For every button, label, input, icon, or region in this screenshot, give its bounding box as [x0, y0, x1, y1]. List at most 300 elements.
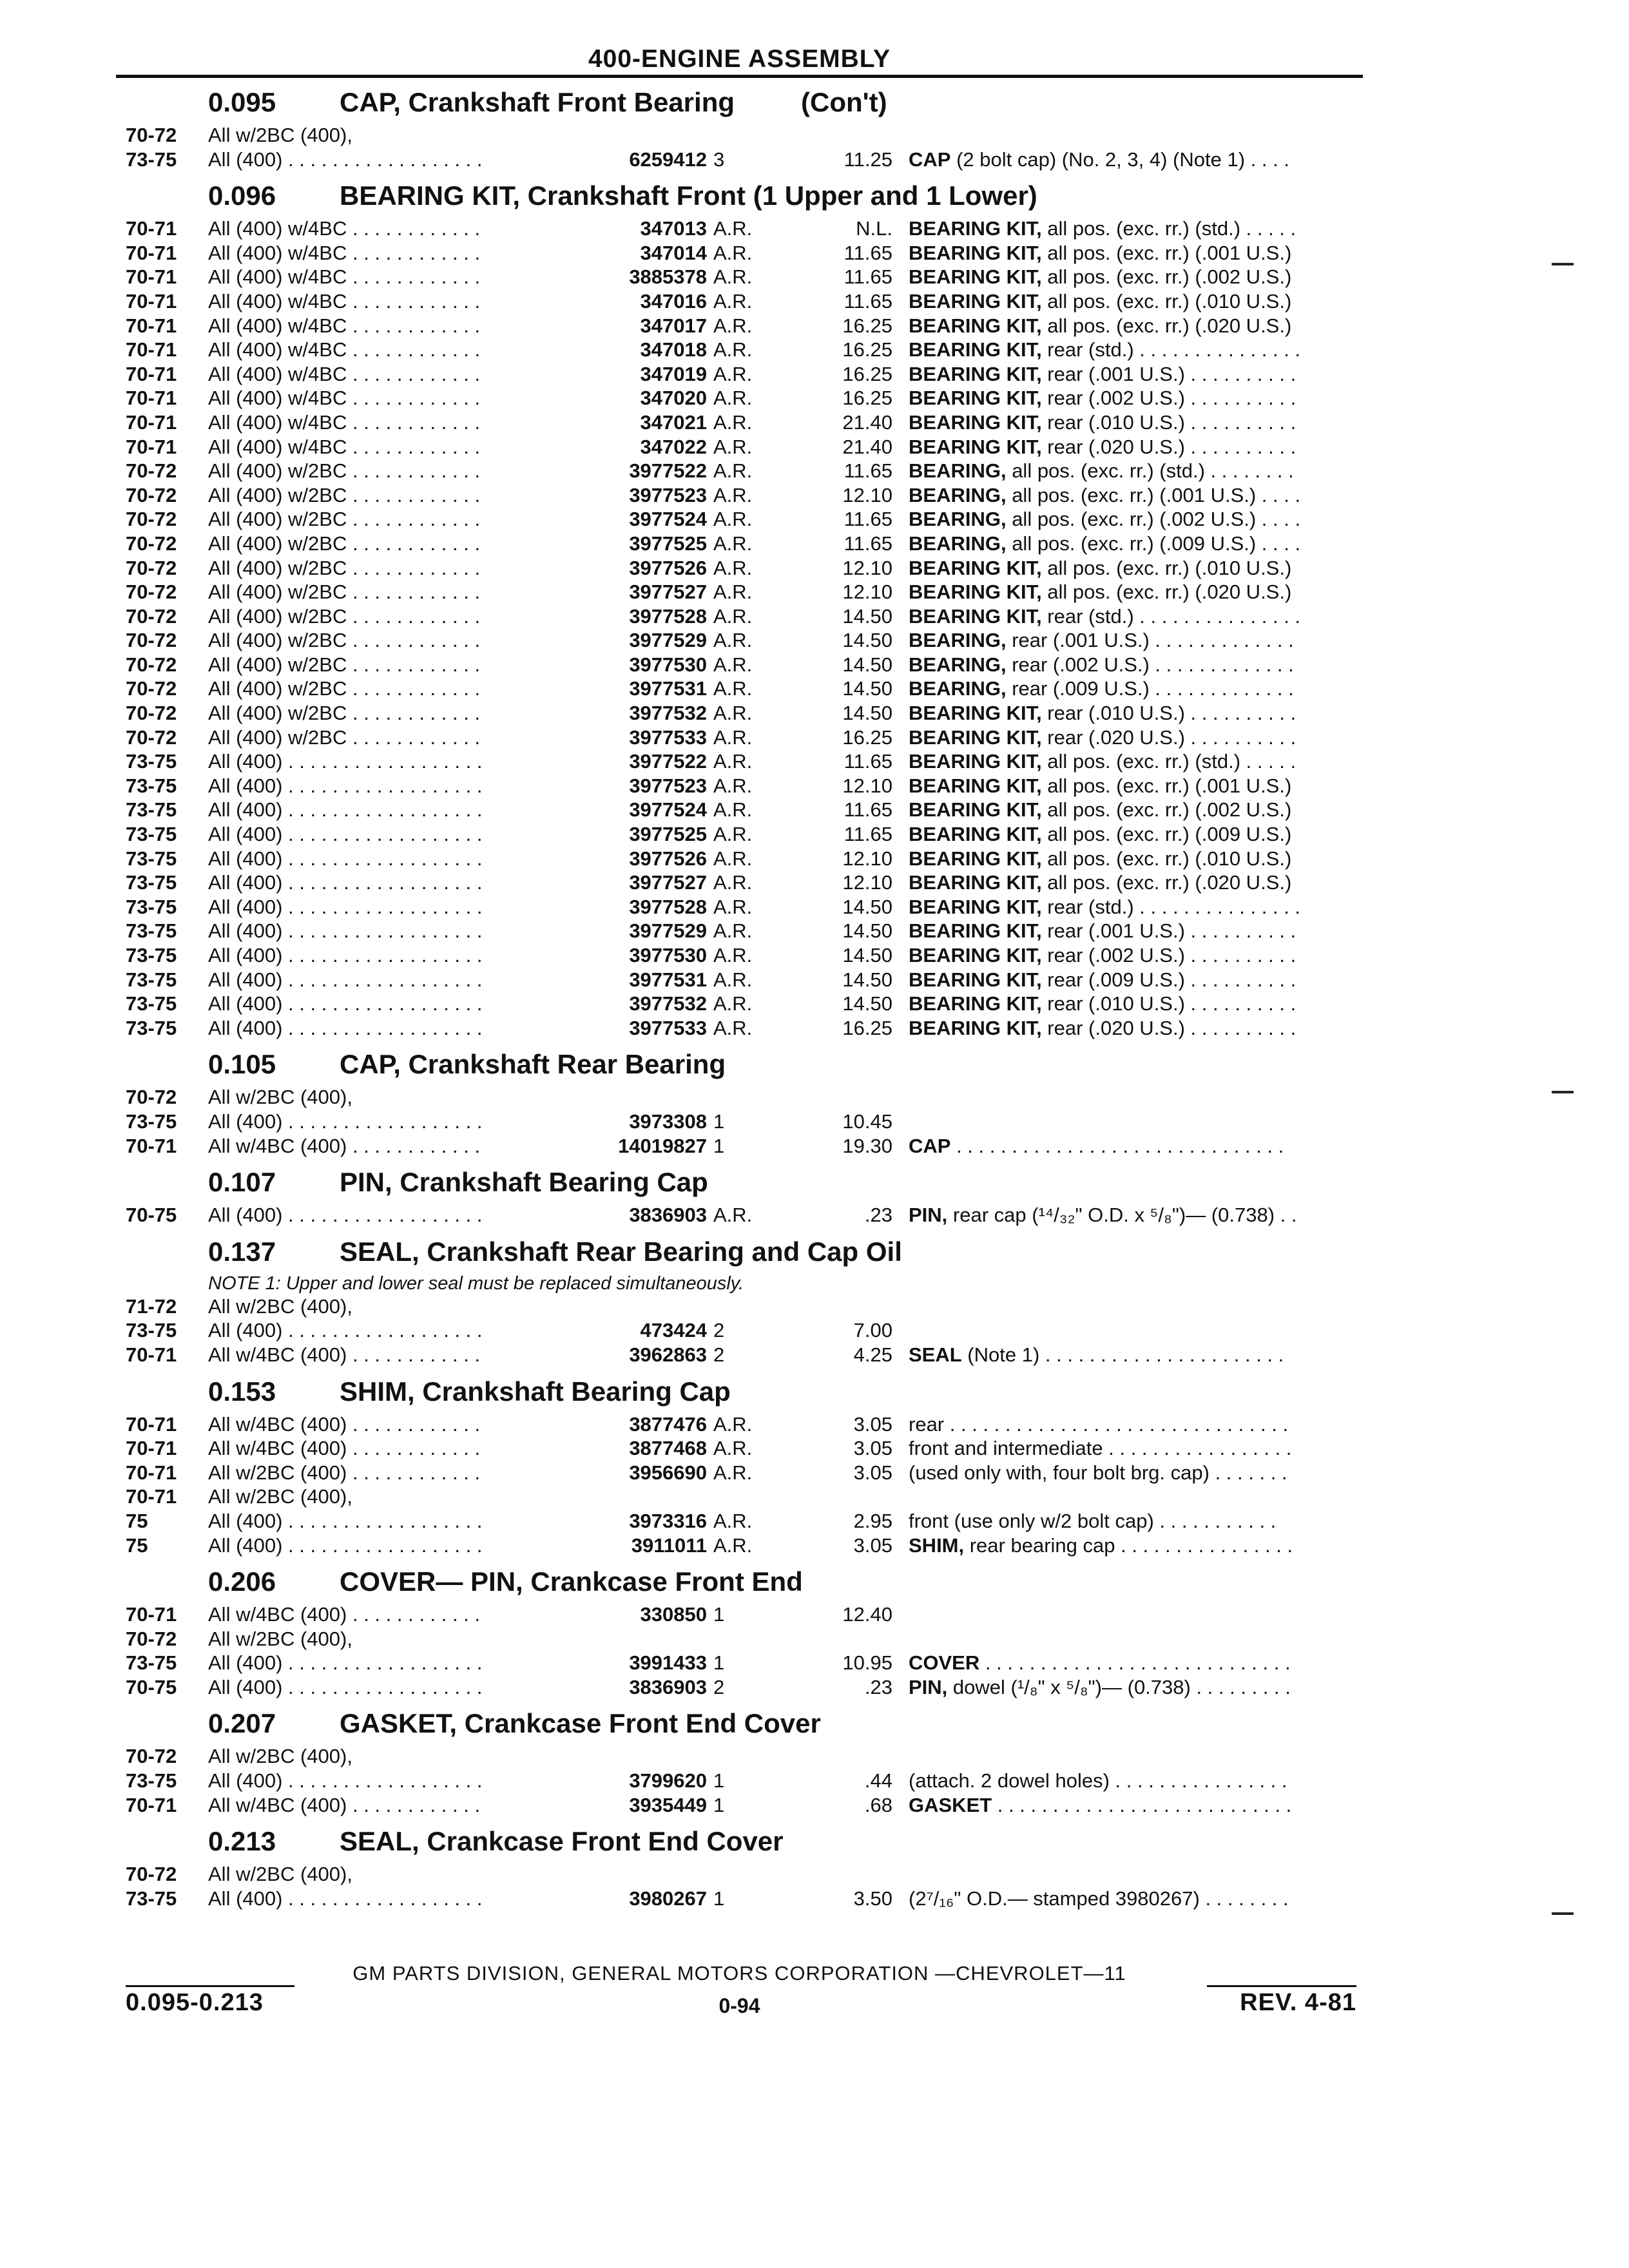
application: All (400) w/4BC . . . . . . . . . . . .: [208, 338, 481, 361]
part-number: 347018: [640, 338, 707, 361]
description: [909, 314, 1363, 338]
model-years: 73-75: [126, 798, 177, 822]
part-number: 3956690: [629, 1461, 707, 1484]
description: [909, 919, 1363, 943]
price: 11.65: [843, 289, 892, 312]
part-number: 3977528: [629, 604, 707, 628]
price: 3.05: [853, 1412, 892, 1436]
model-years: 70-71: [126, 1793, 177, 1816]
description-keyword: BEARING,: [909, 508, 1007, 531]
parts-row: [116, 123, 1363, 148]
quantity: A.R.: [713, 362, 753, 385]
parts-row: [116, 507, 1363, 532]
model-years: 70-72: [126, 1745, 177, 1768]
application: All w/2BC (400),: [208, 1863, 352, 1886]
section-title: SEAL, Crankcase Front End Cover: [340, 1826, 784, 1857]
description-text: all pos. (exc. rr.) (.002 U.S.): [1041, 798, 1292, 822]
model-years: 70-71: [126, 1485, 177, 1508]
description-keyword: BEARING KIT,: [909, 702, 1042, 725]
parts-row: [116, 338, 1363, 362]
price: 16.25: [842, 338, 892, 361]
description: [909, 435, 1363, 459]
part-number: 3962863: [629, 1343, 707, 1366]
quantity: A.R.: [713, 847, 753, 870]
price: 3.05: [853, 1533, 892, 1557]
parts-row: [116, 1436, 1363, 1461]
description: [909, 604, 1363, 629]
quantity: A.R.: [713, 581, 753, 604]
price: 14.50: [842, 653, 892, 676]
description-keyword: BEARING KIT,: [909, 774, 1042, 797]
part-number: 3885378: [629, 265, 707, 289]
description-text: rear . . . . . . . . . . . . . . . . . . . . . . . . . . . . . . .: [909, 1412, 1289, 1436]
quantity: A.R.: [713, 265, 753, 289]
model-years: 70-71: [126, 362, 177, 385]
price: .68: [864, 1793, 892, 1816]
section-title: CAP, Crankshaft Front Bearing: [340, 87, 735, 117]
application: All (400) w/2BC . . . . . . . . . . . .: [208, 556, 481, 579]
description-keyword: BEARING,: [909, 459, 1007, 483]
model-years: 73-75: [126, 1769, 177, 1792]
description: [909, 847, 1363, 871]
description-text: (used only with, four bolt brg. cap) . . . . . . .: [909, 1461, 1287, 1484]
price: .23: [864, 1675, 892, 1698]
quantity: 1: [713, 1793, 725, 1816]
application: All (400) . . . . . . . . . . . . . . . . . .: [208, 774, 483, 797]
model-years: 70-71: [126, 1437, 177, 1460]
description-text: rear (.009 U.S.) . . . . . . . . . . . . .: [1006, 677, 1294, 700]
model-years: 70-71: [126, 1412, 177, 1436]
part-number: 3977527: [629, 871, 707, 894]
parts-row: [116, 1509, 1363, 1533]
part-number: 3977531: [629, 677, 707, 700]
price: 11.65: [843, 508, 892, 531]
part-number: 3973308: [629, 1110, 707, 1133]
price: 16.25: [842, 726, 892, 749]
footer-page-number: 0-94: [718, 1994, 760, 2017]
description: [909, 1343, 1363, 1367]
description: [909, 241, 1363, 265]
section-title: SHIM, Crankshaft Bearing Cap: [340, 1376, 731, 1407]
model-years: 70-71: [126, 265, 177, 289]
price: 11.65: [843, 459, 892, 483]
application: All w/2BC (400),: [208, 1745, 352, 1768]
parts-row: [116, 556, 1363, 581]
description-keyword: BEARING KIT,: [909, 241, 1042, 264]
quantity: A.R.: [713, 1204, 753, 1227]
description-keyword: BEARING KIT,: [909, 556, 1042, 579]
part-number: 3935449: [629, 1793, 707, 1816]
parts-row: [116, 798, 1363, 822]
application: All (400) . . . . . . . . . . . . . . . . . .: [208, 992, 483, 1015]
section-number: 0.137: [208, 1236, 276, 1267]
model-years: 70-72: [126, 1863, 177, 1886]
quantity: A.R.: [713, 1437, 753, 1460]
part-number: 347020: [640, 387, 707, 410]
model-years: 73-75: [126, 774, 177, 797]
application: All (400) . . . . . . . . . . . . . . . . . .: [208, 895, 483, 918]
parts-row: [116, 726, 1363, 750]
model-years: 70-72: [126, 604, 177, 628]
description-text: all pos. (exc. rr.) (.001 U.S.) . . . .: [1006, 483, 1301, 506]
quantity: A.R.: [713, 217, 753, 240]
model-years: 70-75: [126, 1204, 177, 1227]
section-title: SEAL, Crankshaft Rear Bearing and Cap Oil: [340, 1236, 902, 1267]
part-number: 3877476: [629, 1412, 707, 1436]
description: [909, 1769, 1363, 1793]
description: [909, 1651, 1363, 1675]
quantity: 1: [713, 1603, 725, 1626]
description-text: rear (.001 U.S.) . . . . . . . . . . . . .: [1006, 629, 1294, 652]
application: All (400) . . . . . . . . . . . . . . . . . .: [208, 750, 483, 773]
price: 3.05: [853, 1437, 892, 1460]
application: All (400) . . . . . . . . . . . . . . . . . .: [208, 1675, 483, 1698]
part-number: 3973316: [629, 1509, 707, 1532]
part-number: 3977530: [629, 653, 707, 676]
quantity: A.R.: [713, 750, 753, 773]
section-heading: [116, 1367, 1363, 1412]
description-text: rear (.020 U.S.) . . . . . . . . . .: [1041, 1016, 1296, 1039]
section-title: GASKET, Crankcase Front End Cover: [340, 1708, 821, 1739]
description: [909, 1533, 1363, 1558]
quantity: A.R.: [713, 604, 753, 628]
model-years: 70-72: [126, 532, 177, 555]
description-text: rear (.002 U.S.) . . . . . . . . . .: [1041, 387, 1296, 410]
parts-row: [116, 410, 1363, 435]
application: All (400) . . . . . . . . . . . . . . . . . .: [208, 1319, 483, 1342]
quantity: A.R.: [713, 677, 753, 700]
section-heading: [116, 1040, 1363, 1085]
price: 11.65: [843, 798, 892, 822]
application: All (400) w/2BC . . . . . . . . . . . .: [208, 581, 481, 604]
price: 14.50: [842, 919, 892, 943]
description-text: rear (std.) . . . . . . . . . . . . . . .: [1041, 895, 1301, 918]
description-text: all pos. (exc. rr.) (.002 U.S.) . . . .: [1006, 508, 1301, 531]
price: 3.50: [853, 1887, 892, 1910]
parts-row: [116, 362, 1363, 387]
parts-row: [116, 241, 1363, 265]
quantity: 1: [713, 1110, 725, 1133]
description: [909, 386, 1363, 410]
part-number: 3977526: [629, 556, 707, 579]
description-text: . . . . . . . . . . . . . . . . . . . . . . . . . . .: [992, 1793, 1292, 1816]
description-text: rear (.010 U.S.) . . . . . . . . . .: [1041, 702, 1296, 725]
description-keyword: BEARING,: [909, 629, 1007, 652]
application: All w/2BC (400),: [208, 124, 352, 146]
application: All (400) w/2BC . . . . . . . . . . . .: [208, 508, 481, 531]
price: 14.50: [842, 629, 892, 652]
model-years: 73-75: [126, 1651, 177, 1675]
description-text: front (use only w/2 bolt cap) . . . . . . . . . . .: [909, 1509, 1277, 1532]
parts-row: [116, 1744, 1363, 1769]
application: All (400) . . . . . . . . . . . . . . . . . .: [208, 1110, 483, 1133]
price: 12.40: [842, 1603, 892, 1626]
price: .44: [864, 1769, 892, 1792]
section-continued-label: (Con't): [801, 87, 887, 117]
model-years: 70-72: [126, 508, 177, 531]
description: [909, 895, 1363, 919]
model-years: 70-71: [126, 241, 177, 264]
description: [909, 822, 1363, 847]
quantity: A.R.: [713, 241, 753, 264]
model-years: 73-75: [126, 992, 177, 1015]
description-text: rear (.020 U.S.) . . . . . . . . . .: [1041, 726, 1296, 749]
price: 11.65: [843, 750, 892, 773]
description: [909, 1436, 1363, 1461]
application: All (400) w/4BC . . . . . . . . . . . .: [208, 362, 481, 385]
application: All w/4BC (400) . . . . . . . . . . . .: [208, 1343, 481, 1366]
price: 16.25: [842, 1016, 892, 1039]
description-text: rear (.002 U.S.) . . . . . . . . . . . . .: [1006, 653, 1294, 676]
application: All (400) w/2BC . . . . . . . . . . . .: [208, 702, 481, 725]
quantity: 1: [713, 1769, 725, 1792]
description-text: rear (.001 U.S.) . . . . . . . . . .: [1041, 362, 1296, 385]
quantity: A.R.: [713, 629, 753, 652]
margin-tick-mark: [1552, 263, 1574, 265]
model-years: 73-75: [126, 1319, 177, 1342]
description-keyword: BEARING KIT,: [909, 217, 1042, 240]
description: [909, 628, 1363, 653]
parts-row: [116, 1887, 1363, 1911]
quantity: A.R.: [713, 798, 753, 822]
part-number: 3836903: [629, 1675, 707, 1698]
application: All w/4BC (400) . . . . . . . . . . . .: [208, 1437, 481, 1460]
description-keyword: SEAL: [909, 1343, 962, 1366]
price: N.L.: [856, 217, 892, 240]
description-text: all pos. (exc. rr.) (.020 U.S.): [1041, 581, 1292, 604]
description: [909, 1675, 1363, 1700]
description: [909, 1509, 1363, 1533]
section-number: 0.153: [208, 1376, 276, 1407]
parts-row: [116, 1485, 1363, 1509]
description-text: all pos. (exc. rr.) (.020 U.S.): [1041, 314, 1292, 337]
part-number: 3977528: [629, 895, 707, 918]
price: 14.50: [842, 604, 892, 628]
application: All (400) . . . . . . . . . . . . . . . . . .: [208, 1509, 483, 1532]
parts-row: [116, 847, 1363, 871]
description-keyword: PIN,: [909, 1204, 948, 1227]
description: [909, 148, 1363, 172]
description-keyword: BEARING,: [909, 532, 1007, 555]
application: All (400) w/4BC . . . . . . . . . . . .: [208, 289, 481, 312]
part-number: 3977533: [629, 1016, 707, 1039]
description: [909, 338, 1363, 362]
description: [909, 1793, 1363, 1818]
part-number: 3977525: [629, 532, 707, 555]
parts-row: [116, 1110, 1363, 1134]
price: 12.10: [842, 581, 892, 604]
price: 16.25: [842, 362, 892, 385]
parts-row: [116, 1016, 1363, 1041]
quantity: 1: [713, 1134, 725, 1157]
parts-row: [116, 1675, 1363, 1700]
description-keyword: BEARING KIT,: [909, 362, 1042, 385]
description-keyword: BEARING KIT,: [909, 847, 1042, 870]
margin-tick-mark: [1552, 1091, 1574, 1093]
model-years: 70-71: [126, 314, 177, 337]
quantity: A.R.: [713, 508, 753, 531]
price: 21.40: [842, 410, 892, 434]
parts-row: [116, 1769, 1363, 1793]
parts-row: [116, 459, 1363, 483]
description-text: rear (.010 U.S.) . . . . . . . . . .: [1041, 410, 1296, 434]
model-years: 70-71: [126, 1134, 177, 1157]
footer-revision: REV. 4-81: [1240, 1989, 1356, 2016]
quantity: A.R.: [713, 556, 753, 579]
model-years: 70-75: [126, 1675, 177, 1698]
description-keyword: CAP: [909, 1134, 951, 1157]
application: All (400) . . . . . . . . . . . . . . . . . .: [208, 919, 483, 943]
section-heading: [116, 171, 1363, 216]
quantity: A.R.: [713, 289, 753, 312]
section-heading: [116, 1557, 1363, 1602]
part-number: 3991433: [629, 1651, 707, 1675]
quantity: A.R.: [713, 944, 753, 966]
footer-rule-left: [126, 1985, 294, 1987]
parts-catalog-page: [116, 45, 1363, 1910]
price: 12.10: [842, 774, 892, 797]
description-text: . . . . . . . . . . . . . . . . . . . . . . . . . . . . . .: [950, 1134, 1284, 1157]
description-text: rear cap (¹⁴/₃₂" O.D. x ⁵/₈")— (0.738) . .: [947, 1204, 1297, 1227]
description: [909, 749, 1363, 774]
price: 11.65: [843, 823, 892, 846]
price: 3.05: [853, 1461, 892, 1484]
model-years: 73-75: [126, 148, 177, 171]
section-heading: [116, 1699, 1363, 1744]
price: .23: [864, 1204, 892, 1227]
description-keyword: BEARING KIT,: [909, 1016, 1042, 1039]
description-text: (Note 1) . . . . . . . . . . . . . . . . . . . . . .: [961, 1343, 1284, 1366]
quantity: A.R.: [713, 1509, 753, 1532]
price: 21.40: [842, 435, 892, 458]
description-text: rear (.020 U.S.) . . . . . . . . . .: [1041, 435, 1296, 458]
price: 14.50: [842, 992, 892, 1015]
part-number: 347013: [640, 217, 707, 240]
part-number: 347021: [640, 410, 707, 434]
quantity: A.R.: [713, 1461, 753, 1484]
quantity: A.R.: [713, 1016, 753, 1039]
application: All (400) . . . . . . . . . . . . . . . . . .: [208, 1533, 483, 1557]
description-text: all pos. (exc. rr.) (.002 U.S.): [1041, 265, 1292, 289]
application: All (400) w/2BC . . . . . . . . . . . .: [208, 726, 481, 749]
part-number: 330850: [640, 1603, 707, 1626]
model-years: 73-75: [126, 968, 177, 991]
description-keyword: GASKET: [909, 1793, 992, 1816]
parts-row: [116, 701, 1363, 726]
model-years: 70-72: [126, 726, 177, 749]
quantity: A.R.: [713, 338, 753, 361]
application: All (400) w/4BC . . . . . . . . . . . .: [208, 410, 481, 434]
model-years: 73-75: [126, 919, 177, 943]
part-number: 3977524: [629, 798, 707, 822]
description-text: all pos. (exc. rr.) (std.) . . . . .: [1041, 750, 1296, 773]
description-text: (attach. 2 dowel holes) . . . . . . . . . . . . . . . .: [909, 1769, 1287, 1792]
model-years: 70-72: [126, 459, 177, 483]
description-text: (2⁷/₁₆" O.D.— stamped 3980267) . . . . . . . .: [909, 1887, 1289, 1910]
price: 11.25: [843, 148, 892, 171]
description-keyword: BEARING KIT,: [909, 871, 1042, 894]
quantity: A.R.: [713, 410, 753, 434]
price: 11.65: [843, 241, 892, 264]
part-number: 6259412: [629, 148, 707, 171]
part-number: 347019: [640, 362, 707, 385]
application: All (400) w/2BC . . . . . . . . . . . .: [208, 629, 481, 652]
description-text: rear (std.) . . . . . . . . . . . . . . .: [1041, 338, 1301, 361]
part-number: 3977522: [629, 459, 707, 483]
model-years: 73-75: [126, 823, 177, 846]
description-keyword: BEARING KIT,: [909, 410, 1042, 434]
part-number: 3977530: [629, 944, 707, 966]
description-text: all pos. (exc. rr.) (.001 U.S.): [1041, 774, 1292, 797]
part-number: 3977527: [629, 581, 707, 604]
footer-publisher-line: [116, 1962, 1363, 1988]
parts-row: [116, 483, 1363, 508]
parts-row: [116, 580, 1363, 604]
section-number: 0.105: [208, 1049, 276, 1080]
quantity: A.R.: [713, 483, 753, 506]
model-years: 70-71: [126, 338, 177, 361]
description-keyword: BEARING KIT,: [909, 604, 1042, 628]
price: 14.50: [842, 895, 892, 918]
model-years: 70-71: [126, 387, 177, 410]
description: [909, 1016, 1363, 1041]
section-number: 0.207: [208, 1708, 276, 1739]
description-keyword: BEARING KIT,: [909, 944, 1042, 966]
model-years: 73-75: [126, 750, 177, 773]
application: All (400) w/4BC . . . . . . . . . . . .: [208, 265, 481, 289]
parts-row: [116, 435, 1363, 459]
description-keyword: BEARING KIT,: [909, 798, 1042, 822]
quantity: A.R.: [713, 1412, 753, 1436]
description-text: all pos. (exc. rr.) (std.) . . . . . . . .: [1006, 459, 1294, 483]
model-years: 73-75: [126, 944, 177, 966]
quantity: A.R.: [713, 702, 753, 725]
part-number: 3977529: [629, 629, 707, 652]
application: All (400) w/2BC . . . . . . . . . . . .: [208, 677, 481, 700]
model-years: 75: [126, 1533, 148, 1557]
description-text: (2 bolt cap) (No. 2, 3, 4) (Note 1) . . . .: [950, 148, 1289, 171]
application: All (400) w/2BC . . . . . . . . . . . .: [208, 653, 481, 676]
quantity: A.R.: [713, 895, 753, 918]
description: [909, 1887, 1363, 1911]
parts-row: [116, 1412, 1363, 1437]
description-text: rear (std.) . . . . . . . . . . . . . . .: [1041, 604, 1301, 628]
application: All (400) . . . . . . . . . . . . . . . . . .: [208, 871, 483, 894]
price: 14.50: [842, 944, 892, 966]
model-years: 70-71: [126, 1603, 177, 1626]
application: All (400) w/4BC . . . . . . . . . . . .: [208, 435, 481, 458]
application: All (400) w/4BC . . . . . . . . . . . .: [208, 387, 481, 410]
description-keyword: BEARING KIT,: [909, 823, 1042, 846]
parts-row: [116, 943, 1363, 968]
price: 10.45: [842, 1110, 892, 1133]
section-title: PIN, Crankshaft Bearing Cap: [340, 1167, 708, 1198]
description-text: all pos. (exc. rr.) (.009 U.S.) . . . .: [1006, 532, 1301, 555]
price: 14.50: [842, 968, 892, 991]
description-keyword: PIN,: [909, 1675, 948, 1698]
description-text: rear (.009 U.S.) . . . . . . . . . .: [1041, 968, 1296, 991]
model-years: 70-71: [126, 217, 177, 240]
model-years: 70-72: [126, 1627, 177, 1650]
parts-row: [116, 870, 1363, 895]
model-years: 70-72: [126, 556, 177, 579]
price: 4.25: [853, 1343, 892, 1366]
part-number: 473424: [640, 1319, 707, 1342]
quantity: A.R.: [713, 774, 753, 797]
application: All (400) . . . . . . . . . . . . . . . . . .: [208, 798, 483, 822]
part-number: 3977523: [629, 483, 707, 506]
description-keyword: SHIM,: [909, 1533, 965, 1557]
